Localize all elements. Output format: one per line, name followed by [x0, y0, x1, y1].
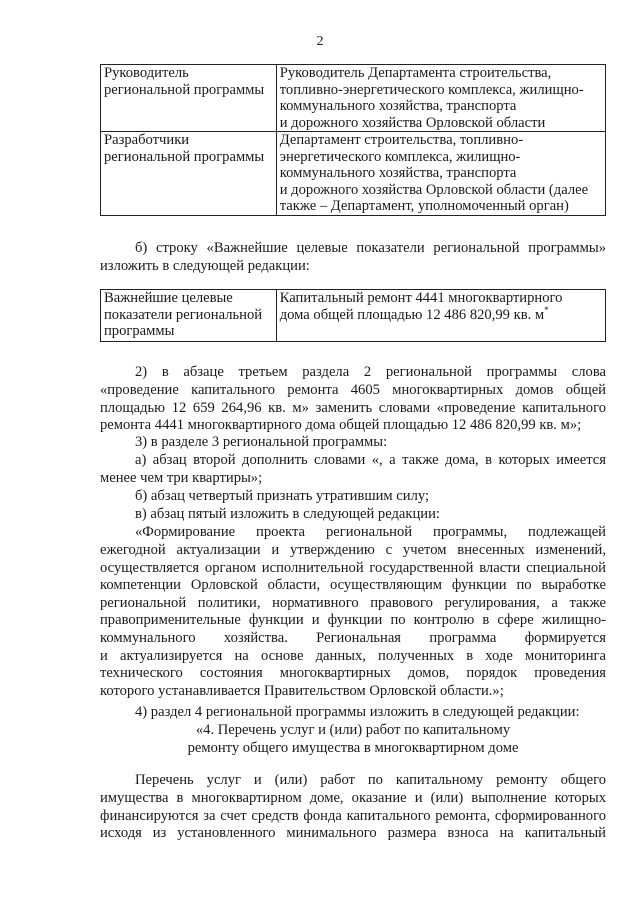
paragraph-3a [100, 470, 606, 488]
text-line: 3) в разделе 3 региональной программы: [135, 434, 388, 450]
cell-line: Разработчики [104, 132, 190, 148]
paragraph-2-first [135, 364, 606, 382]
cell-line: региональной программы [104, 148, 265, 165]
text-line: осуществляется органом исполнительной государственной власти специальной [100, 559, 606, 576]
paragraph-b-cont [100, 258, 606, 276]
text-line: ремонту общего имущества в многоквартирном доме [187, 739, 519, 756]
text-line: площадью 12 659 264,96 кв. м» заменить словами «проведение капитального [100, 399, 606, 416]
program-info-table [100, 64, 606, 216]
paragraph-3 [135, 434, 606, 452]
text-line: «Формирование проекта региональной программы, подлежащей [135, 524, 606, 540]
table-row [101, 290, 606, 342]
text-line: технического состояния многоквартирных домов, порядок проведения [100, 665, 606, 682]
table-cell-value [276, 65, 605, 132]
cell-line: Департамент строительства, топливно- [279, 132, 524, 148]
cell-line: энергетического комплекса, жилищно- [279, 148, 521, 165]
cell-text: дома общей площадью 12 486 820,99 кв. м [279, 306, 545, 323]
table-cell-value [276, 132, 605, 216]
text-line: а) абзац второй дополнить словами «, а также дома, в которых имеется [135, 452, 606, 468]
text-line: которого устанавливается Правительством Орловской области.»; [100, 682, 504, 699]
text-line: в) абзац пятый изложить в следующей редакции: [135, 506, 440, 522]
cell-line: коммунального хозяйства, транспорта [279, 98, 517, 114]
page-number: 2 [316, 34, 324, 49]
table-cell-label [101, 65, 277, 132]
text-line: правоприменительные функции и функции по контролю в сфере жилищно- [100, 612, 606, 629]
text-line: региональной политики, нормативного правового регулирования, а также [100, 594, 606, 611]
paragraph-3b [135, 488, 606, 506]
paragraph-2 [100, 382, 606, 435]
indicators-table [100, 289, 606, 342]
text-line: 4) раздел 4 региональной программы изложить в следующей редакции: [135, 704, 580, 720]
text-line: финансируются за счет средств фонда капитального ремонта, сформированного [100, 807, 606, 824]
cell-line: коммунального хозяйства, транспорта [279, 165, 517, 181]
text-line: имущества в многоквартирном доме, оказание и (или) выполнение которых [100, 790, 606, 806]
cell-line: также – Департамент, уполномоченный орган) [279, 198, 569, 214]
table-row [101, 132, 606, 216]
cell-line: Важнейшие целевые [104, 290, 233, 306]
paragraph-4 [135, 704, 606, 722]
text-line: компетенции Орловской области, осуществляющим функции по выработке [100, 577, 606, 594]
text-line: Перечень услуг и (или) работ по капитальному ремонту общего [135, 772, 606, 788]
cell-line: топливно-энергетического комплекса, жилищно- [279, 81, 584, 98]
text-line: ремонта 4441 многоквартирного дома общей площадью 12 486 820,99 кв. м»; [100, 417, 582, 434]
table-cell-label [101, 290, 277, 342]
cell-line: Руководитель Департамента строительства, [279, 65, 552, 81]
paragraph-3a-first [135, 452, 606, 470]
cell-line [279, 304, 603, 324]
text-line: исходя из установленного минимального размера взноса на капитальный [100, 825, 606, 842]
text-line: менее чем три квартиры»; [100, 470, 263, 486]
cell-line: программы [104, 323, 175, 339]
cell-line: Капитальный ремонт 4441 многоквартирного [279, 290, 563, 306]
paragraph-3c [135, 506, 606, 524]
text-line: коммунального хозяйства. Региональная программа формируется [100, 629, 606, 646]
text-line: б) строку «Важнейшие целевые показатели региональной программы» [135, 240, 606, 256]
section-heading [100, 722, 606, 757]
table-cell-label [101, 132, 277, 216]
final-paragraph [100, 790, 606, 843]
cell-line: и дорожного хозяйства Орловской области [279, 114, 546, 131]
text-line: «4. Перечень услуг и (или) работ по капитальному [195, 722, 511, 738]
text-line: 2) в абзаце третьем раздела 2 региональной программы слова [135, 364, 606, 380]
text-line: ежегодной актуализации и утверждению с учетом внесенных изменений, [100, 542, 606, 558]
cell-line: Руководитель [104, 65, 189, 81]
text-line: «проведение капитального ремонта 4605 многоквартирных домов общей [100, 382, 606, 398]
quote-block [100, 542, 606, 700]
text-line: изложить в следующей редакции: [100, 258, 310, 274]
text-line: и актуализируется на основе данных, полученных в ходе мониторинга [100, 647, 606, 664]
cell-line: и дорожного хозяйства Орловской области (далее [279, 181, 589, 198]
cell-line: региональной программы [104, 81, 265, 98]
text-line: б) абзац четвертый признать утратившим силу; [135, 488, 430, 504]
final-paragraph-first [135, 772, 606, 790]
quote-first [135, 524, 606, 542]
table-row [101, 65, 606, 132]
cell-line: показатели региональной [104, 306, 263, 323]
paragraph-b [135, 240, 606, 258]
footnote-mark: * [544, 304, 549, 315]
table-cell-value [276, 290, 605, 342]
